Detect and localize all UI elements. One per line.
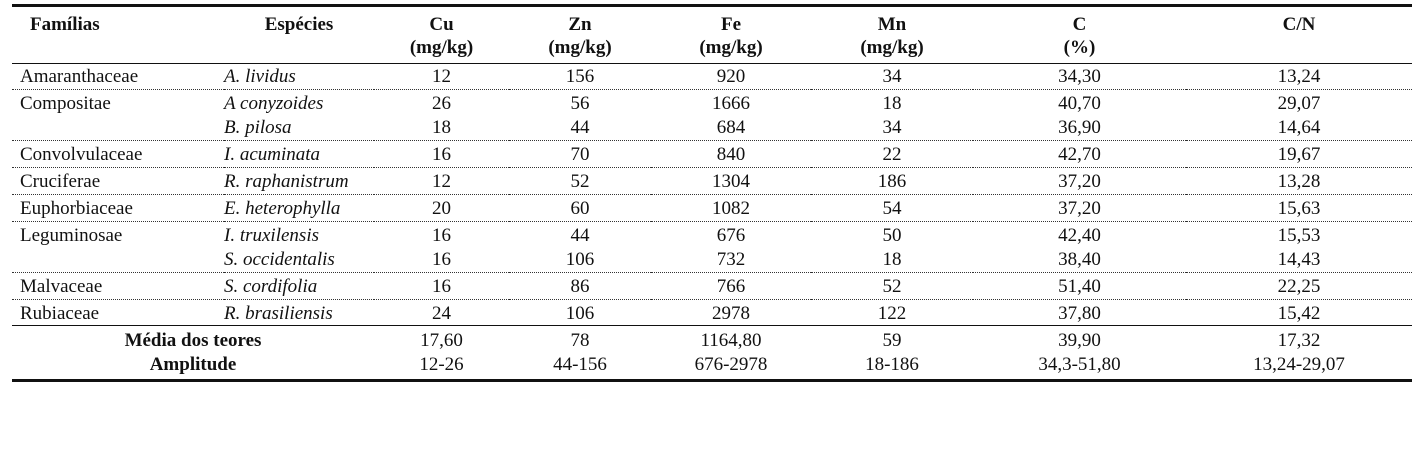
table-row [12, 195, 1412, 222]
c-cell: 38,40 [973, 247, 1186, 273]
header-cn: C/N [1186, 7, 1412, 64]
c-cell: 34,30 [973, 64, 1186, 90]
familia-cell: Amaranthaceae [12, 64, 224, 90]
cu-cell: 18 [374, 115, 509, 141]
cn-cell: 15,53 [1277, 225, 1321, 246]
especie-cell: S. occidentalis [224, 247, 374, 273]
table-row [12, 300, 1412, 326]
bottom-rule [12, 379, 1412, 382]
familia-cell: Convolvulaceae [12, 141, 224, 168]
familia-cell [12, 247, 224, 273]
cu-cell: 16 [374, 247, 509, 273]
cn-cell: 22,25 [1186, 273, 1412, 300]
table-row [12, 115, 1412, 141]
zn-cell: 56 [570, 93, 590, 114]
zn-cell: 60 [509, 195, 651, 222]
especie-cell: B. pilosa [224, 115, 374, 141]
mn-cell: 186 [811, 168, 973, 195]
mn-cell: 18 [882, 93, 902, 114]
mn-cell: 34 [811, 115, 973, 141]
zn-cell: 86 [509, 273, 651, 300]
fe-cell: 920 [651, 64, 811, 90]
especie-cell: R. brasiliensis [224, 303, 333, 324]
zn-cell: 156 [509, 64, 651, 90]
cu-cell: 12-26 [419, 354, 464, 375]
header-mn: Mn (mg/kg) [811, 7, 973, 64]
especie-cell: A. lividus [224, 64, 374, 90]
cu-cell: 12 [374, 168, 509, 195]
zn-cell: 70 [509, 141, 651, 168]
header-cu: Cu (mg/kg) [374, 7, 509, 64]
table-row [12, 64, 1412, 90]
fe-cell: 1304 [651, 168, 811, 195]
zn-cell: 44 [570, 225, 590, 246]
c-cell: 39,90 [973, 326, 1186, 353]
zn-cell: 78 [509, 326, 651, 353]
c-cell: 40,70 [1058, 93, 1101, 114]
cn-cell: 19,67 [1186, 141, 1412, 168]
summary-label: Média dos teores [12, 326, 374, 353]
cu-cell: 17,60 [374, 326, 509, 353]
table-row [12, 141, 1412, 168]
cn-cell: 13,28 [1186, 168, 1412, 195]
familia-cell: Compositae [20, 93, 111, 114]
summary-row-media [12, 326, 1412, 353]
table-row [12, 222, 1412, 248]
table-row [12, 168, 1412, 195]
header-c: C (%) [973, 7, 1186, 64]
header-row [12, 7, 1412, 64]
cn-cell: 13,24-29,07 [1253, 354, 1345, 375]
header-especies: Espécies [224, 7, 374, 64]
zn-cell: 106 [509, 247, 651, 273]
zn-cell: 44-156 [553, 354, 607, 375]
table-row [12, 90, 1412, 116]
c-cell: 37,20 [973, 195, 1186, 222]
header-zn: Zn (mg/kg) [509, 7, 651, 64]
c-cell: 51,40 [973, 273, 1186, 300]
familia-cell: Leguminosae [20, 225, 123, 246]
cn-cell: 15,42 [1277, 303, 1321, 324]
cn-cell: 14,64 [1186, 115, 1412, 141]
cu-cell: 26 [432, 93, 451, 114]
summary-label: Amplitude [149, 354, 237, 375]
c-cell: 34,3-51,80 [1038, 354, 1121, 375]
header-fe: Fe (mg/kg) [651, 7, 811, 64]
c-cell: 42,70 [973, 141, 1186, 168]
fe-cell: 1666 [712, 93, 750, 114]
fe-cell: 766 [651, 273, 811, 300]
c-cell: 37,20 [973, 168, 1186, 195]
familia-cell: Malvaceae [12, 273, 224, 300]
table-row [12, 247, 1412, 273]
c-cell: 36,90 [973, 115, 1186, 141]
zn-cell: 52 [509, 168, 651, 195]
fe-cell: 684 [651, 115, 811, 141]
c-cell: 37,80 [1058, 303, 1101, 324]
zn-cell: 106 [565, 303, 595, 324]
cn-cell: 15,63 [1186, 195, 1412, 222]
familia-cell: Cruciferae [12, 168, 224, 195]
especie-cell: I. acuminata [224, 141, 374, 168]
cn-cell: 17,32 [1186, 326, 1412, 353]
cu-cell: 20 [374, 195, 509, 222]
table-row [12, 273, 1412, 300]
cu-cell: 24 [432, 303, 451, 324]
especie-cell: I. truxilensis [224, 225, 319, 246]
fe-cell: 1082 [651, 195, 811, 222]
mn-cell: 18 [811, 247, 973, 273]
fe-cell: 676-2978 [694, 354, 768, 375]
fe-cell: 732 [651, 247, 811, 273]
fe-cell: 676 [716, 225, 746, 246]
especie-cell: E. heterophylla [224, 195, 374, 222]
familia-cell: Rubiaceae [20, 303, 100, 324]
fe-cell: 1164,80 [651, 326, 811, 353]
nutrient-table [12, 7, 1412, 376]
especie-cell: A conyzoides [224, 93, 324, 114]
familia-cell: Euphorbiaceae [12, 195, 224, 222]
cu-cell: 12 [374, 64, 509, 90]
mn-cell: 52 [811, 273, 973, 300]
especie-cell: R. raphanistrum [224, 168, 374, 195]
mn-cell: 50 [882, 225, 902, 246]
familia-cell [12, 115, 224, 141]
summary-row-amplitude [12, 352, 1412, 376]
zn-cell: 44 [509, 115, 651, 141]
cn-cell: 13,24 [1186, 64, 1412, 90]
mn-cell: 122 [877, 303, 907, 324]
cu-cell: 16 [374, 273, 509, 300]
cu-cell: 16 [432, 225, 451, 246]
mn-cell: 22 [811, 141, 973, 168]
cn-cell: 29,07 [1277, 93, 1321, 114]
table-container [12, 4, 1412, 382]
mn-cell: 18-186 [865, 354, 919, 375]
especie-cell: S. cordifolia [224, 273, 374, 300]
c-cell: 42,40 [1058, 225, 1101, 246]
mn-cell: 59 [811, 326, 973, 353]
mn-cell: 54 [811, 195, 973, 222]
cn-cell: 14,43 [1186, 247, 1412, 273]
fe-cell: 2978 [712, 303, 750, 324]
mn-cell: 34 [811, 64, 973, 90]
header-familias: Famílias [12, 7, 224, 64]
fe-cell: 840 [651, 141, 811, 168]
cu-cell: 16 [374, 141, 509, 168]
